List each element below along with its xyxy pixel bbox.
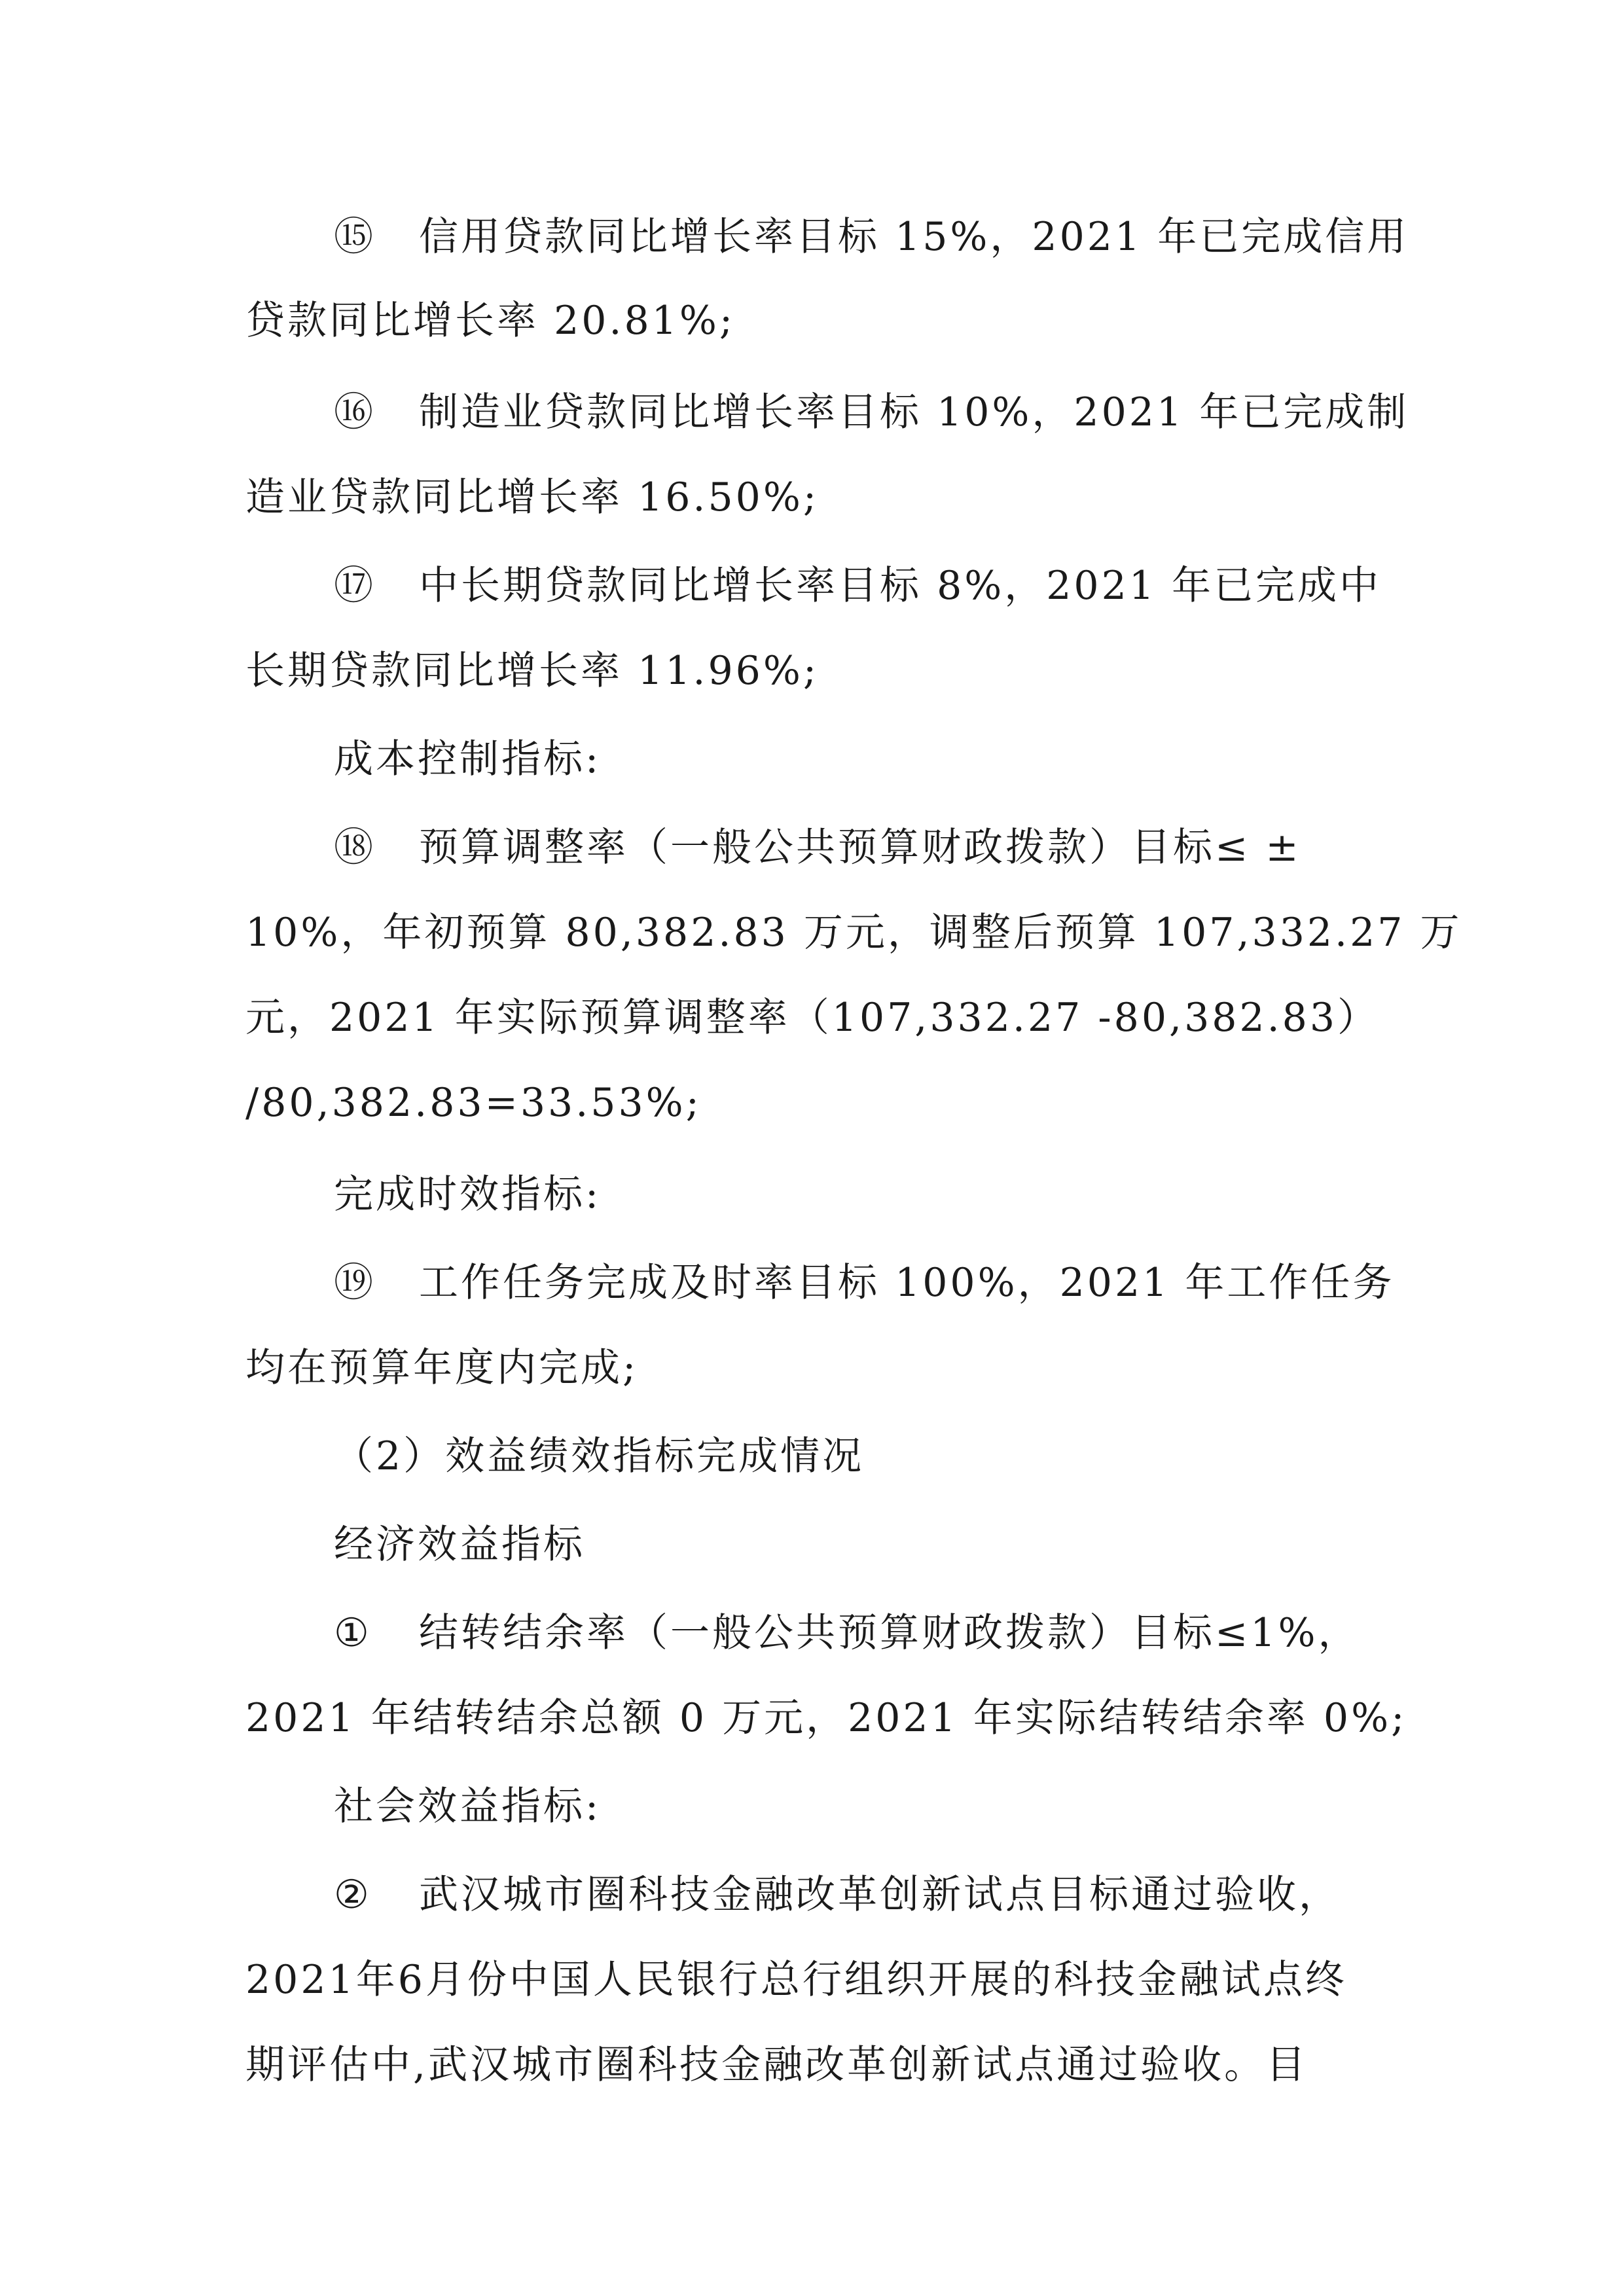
social-item-2-line-1 — [334, 1869, 1341, 1921]
section-heading: （2）效益绩效指标完成情况 — [334, 1433, 865, 1479]
item-17-marker: ⑰ — [334, 563, 376, 609]
social-item-2-text: 武汉城市圈科技金融改革创新试点目标通过验收， — [419, 1872, 1341, 1918]
social-item-2-line-3: 期评估中,武汉城市圈科技金融改革创新试点通过验收。目 — [245, 2042, 1308, 2088]
item-19-line-1 — [334, 1257, 1394, 1309]
item-16-line-1 — [334, 386, 1409, 439]
item-16-text: 制造业贷款同比增长率目标 10%，2021 年已完成制 — [419, 389, 1409, 435]
social-item-2-marker: ② — [334, 1872, 372, 1918]
heading-social: 社会效益指标: — [334, 1784, 602, 1829]
item-15-line-1 — [334, 211, 1409, 263]
item-15-marker: ⑮ — [334, 214, 376, 260]
econ-item-1-line-2: 2021 年结转结余总额 0 万元，2021 年实际结转结余率 0%; — [245, 1695, 1407, 1741]
heading-economic: 经济效益指标 — [334, 1522, 585, 1568]
econ-item-1-marker: ① — [334, 1610, 372, 1656]
item-17-line-1 — [334, 560, 1381, 612]
heading-cost-control: 成本控制指标: — [334, 736, 602, 782]
item-19-text: 工作任务完成及时率目标 100%，2021 年工作任务 — [419, 1260, 1395, 1306]
item-18-text: 预算调整率（一般公共预算财政拨款）目标≤ ± — [419, 825, 1301, 870]
item-18-marker: ⑱ — [334, 825, 376, 870]
item-18-line-3: 元，2021 年实际预算调整率（107,332.27 -80,382.83） — [245, 995, 1380, 1041]
heading-timeliness: 完成时效指标: — [334, 1172, 602, 1217]
social-item-2-line-2: 2021年6月份中国人民银行总行组织开展的科技金融试点终 — [245, 1957, 1347, 2003]
econ-item-1-line-1 — [334, 1607, 1360, 1659]
item-17-text: 中长期贷款同比增长率目标 8%，2021 年已完成中 — [419, 563, 1382, 609]
econ-item-1-text: 结转结余率（一般公共预算财政拨款）目标≤1%， — [419, 1610, 1360, 1656]
item-17-line-2: 长期贷款同比增长率 11.96%; — [245, 648, 820, 694]
item-19-marker: ⑲ — [334, 1260, 376, 1306]
item-16-line-2: 造业贷款同比增长率 16.50%; — [245, 475, 820, 520]
item-19-line-2: 均在预算年度内完成; — [245, 1345, 639, 1391]
item-15-line-2: 贷款同比增长率 20.81%; — [245, 298, 736, 344]
item-16-marker: ⑯ — [334, 389, 376, 435]
item-15-text: 信用贷款同比增长率目标 15%，2021 年已完成信用 — [419, 214, 1409, 260]
item-18-line-2: 10%，年初预算 80,382.83 万元，调整后预算 107,332.27 万 — [245, 910, 1462, 956]
item-18-line-1 — [334, 821, 1301, 874]
item-18-line-4: /80,382.83=33.53%; — [245, 1080, 702, 1126]
